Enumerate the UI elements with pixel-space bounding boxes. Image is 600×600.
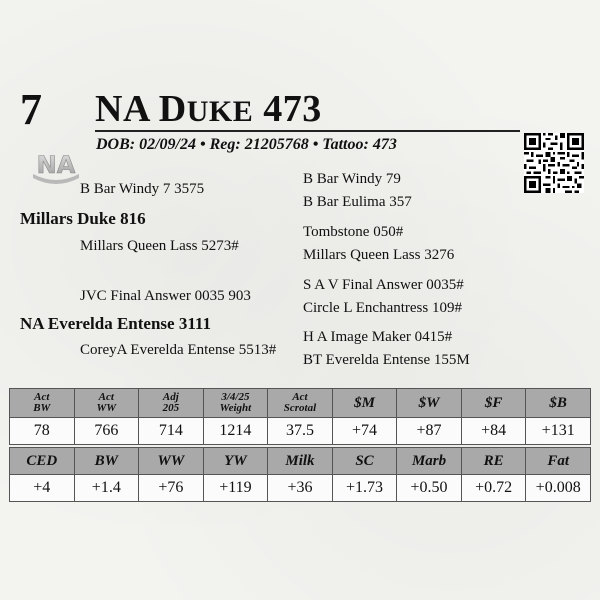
epd-table xyxy=(9,447,591,502)
header-ww: WW xyxy=(139,448,204,475)
value-weight: 1214 xyxy=(203,418,268,445)
header-sc: SC xyxy=(332,448,397,475)
value-act-ww: 766 xyxy=(74,418,139,445)
pedigree-ssd-dam: Millars Queen Lass 3276 xyxy=(303,247,455,263)
header-act-ww: Act WW xyxy=(74,389,139,418)
value-ced: +4 xyxy=(10,475,75,502)
header-dollar-m: $M xyxy=(332,389,397,418)
header-dollar-w: $W xyxy=(397,389,462,418)
value-ww: +76 xyxy=(139,475,204,502)
performance-value-row xyxy=(10,418,591,445)
header-bw: BW xyxy=(74,448,139,475)
na-logo xyxy=(30,148,82,184)
value-re: +0.72 xyxy=(461,475,526,502)
header-yw: YW xyxy=(203,448,268,475)
pedigree-dss-sire: S A V Final Answer 0035# xyxy=(303,277,464,293)
pedigree-dam: NA Everelda Entense 3111 xyxy=(20,314,211,333)
animal-name-main: NA D xyxy=(95,88,187,130)
header-weight: 3/4/25 Weight xyxy=(203,389,268,418)
animal-name xyxy=(95,90,322,128)
header-act-bw: Act BW xyxy=(10,389,75,418)
pedigree-dds-dam: BT Everelda Entense 155M xyxy=(303,352,470,368)
value-act-bw: 78 xyxy=(10,418,75,445)
header-ced: CED xyxy=(10,448,75,475)
value-dollar-w: +87 xyxy=(397,418,462,445)
pedigree-sire: Millars Duke 816 xyxy=(20,209,146,228)
performance-table xyxy=(9,388,591,445)
header-fat: Fat xyxy=(526,448,591,475)
pedigree-dds-sire: H A Image Maker 0415# xyxy=(303,329,453,345)
pedigree-sire-dam: Millars Queen Lass 5273# xyxy=(80,238,239,254)
header-re: RE xyxy=(461,448,526,475)
performance-header-row xyxy=(10,389,591,418)
epd-header-row xyxy=(10,448,591,475)
header-milk: Milk xyxy=(268,448,333,475)
header-act-scrotal: Act Scrotal xyxy=(268,389,333,418)
header-adj-205: Adj 205 xyxy=(139,389,204,418)
value-dollar-m: +74 xyxy=(332,418,397,445)
lot-number: 7 xyxy=(20,85,42,134)
header-dollar-f: $F xyxy=(461,389,526,418)
value-yw: +119 xyxy=(203,475,268,502)
epd-value-row xyxy=(10,475,591,502)
pedigree-sss-sire: B Bar Windy 79 xyxy=(303,171,401,187)
pedigree-sire-sire: B Bar Windy 7 3575 xyxy=(80,181,205,197)
value-sc: +1.73 xyxy=(332,475,397,502)
animal-name-number: 473 xyxy=(253,88,322,130)
animal-meta: DOB: 02/09/24 • Reg: 21205768 • Tattoo: 473 xyxy=(96,136,397,153)
na-logo-text: NA xyxy=(36,151,76,179)
value-fat: +0.008 xyxy=(526,475,591,502)
header-marb: Marb xyxy=(397,448,462,475)
header-dollar-b: $B xyxy=(526,389,591,418)
value-adj-205: 714 xyxy=(139,418,204,445)
value-milk: +36 xyxy=(268,475,333,502)
value-dollar-f: +84 xyxy=(461,418,526,445)
value-act-scrotal: 37.5 xyxy=(268,418,333,445)
animal-name-smallcaps: UKE xyxy=(186,95,254,128)
value-bw: +1.4 xyxy=(74,475,139,502)
value-dollar-b: +131 xyxy=(526,418,591,445)
pedigree-dss-dam: Circle L Enchantress 109# xyxy=(303,300,462,316)
title-rule xyxy=(95,130,520,132)
pedigree-sss-dam: B Bar Eulima 357 xyxy=(303,194,412,210)
pedigree-dam-sire: JVC Final Answer 0035 903 xyxy=(80,288,251,304)
qr-code[interactable] xyxy=(524,133,584,193)
value-marb: +0.50 xyxy=(397,475,462,502)
pedigree-ssd-sire: Tombstone 050# xyxy=(303,224,404,240)
pedigree-dam-dam: CoreyA Everelda Entense 5513# xyxy=(80,342,277,358)
